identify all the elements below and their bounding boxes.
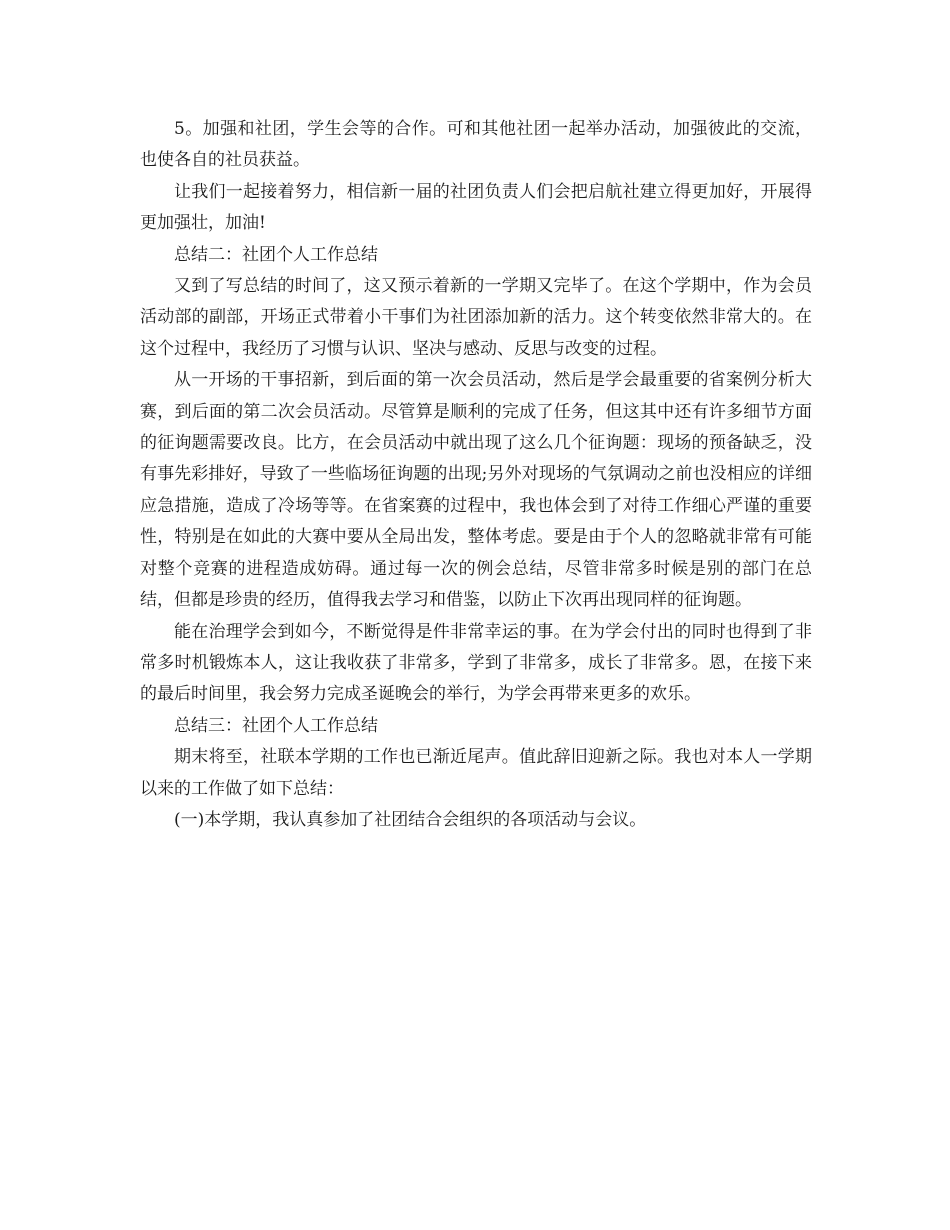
paragraph-activities-review: 从一开场的干事招新，到后面的第一次会员活动，然后是学会最重要的省案例分析大赛，到后面的第二次会员活动。尽管算是顺利的完成了任务，但这其中还有许多细节方面的征询题需要改良。比方，在会员活动中就出现了这么几个征询题：现场的预备缺乏，没有事先彩排好，导致了一些临场征询题的出现;另外对现场的气氛调动之前也没相应的详细应急措施，造成了冷场等等。在省案赛的过程中，我也体会到了对待工作细心严谨的重要性，特别是在如此的大赛中要从全局出发，整体考虑。要是由于个人的忽略就非常有可能对整个竞赛的进程造成妨碍。通过每一次的例会总结，尽管非常多时候是别的部门在总结，但都是珍贵的经历，值得我去学习和借鉴，以防止下次再出现同样的征询题。 (140, 370, 812, 611)
document-body (140, 114, 812, 836)
paragraph-term-end: 期末将至，社联本学期的工作也已渐近尾声。值此辞旧迎新之际。我也对本人一学期以来的工作做了如下总结： (140, 747, 812, 799)
list-item-one: (一)本学期，我认真参加了社团结合会组织的各项活动与会议。 (174, 809, 647, 830)
paragraph-encouragement: 让我们一起接着努力，相信新一届的社团负责人们会把启航社建立得更加好，开展得更加强壮，加油! (140, 181, 812, 234)
section-heading-summary-three: 总结三：社团个人工作总结 (174, 715, 378, 736)
section-heading-summary-two: 总结二：社团个人工作总结 (174, 244, 378, 265)
paragraph-cooperation: 5。加强和社团，学生会等的合作。可和其他社团一起举办活动，加强彼此的交流，也使各自的社员获益。 (140, 119, 812, 171)
paragraph-semester-review: 又到了写总结的时间了，这又预示着新的一学期又完毕了。在这个学期中，作为会员活动部的副部，开场正式带着小干事们为社团添加新的活力。这个转变依然非常大的。在这个过程中，我经历了习惯与认识、坚决与感动、反思与改变的过程。 (140, 276, 812, 359)
paragraph-gratitude: 能在治理学会到如今，不断觉得是件非常幸运的事。在为学会付出的同时也得到了非常多时机锻炼本人，这让我收获了非常多，学到了非常多，成长了非常多。恩，在接下来的最后时间里，我会努力完成圣诞晚会的举行，为学会再带来更多的欢乐。 (140, 621, 812, 705)
